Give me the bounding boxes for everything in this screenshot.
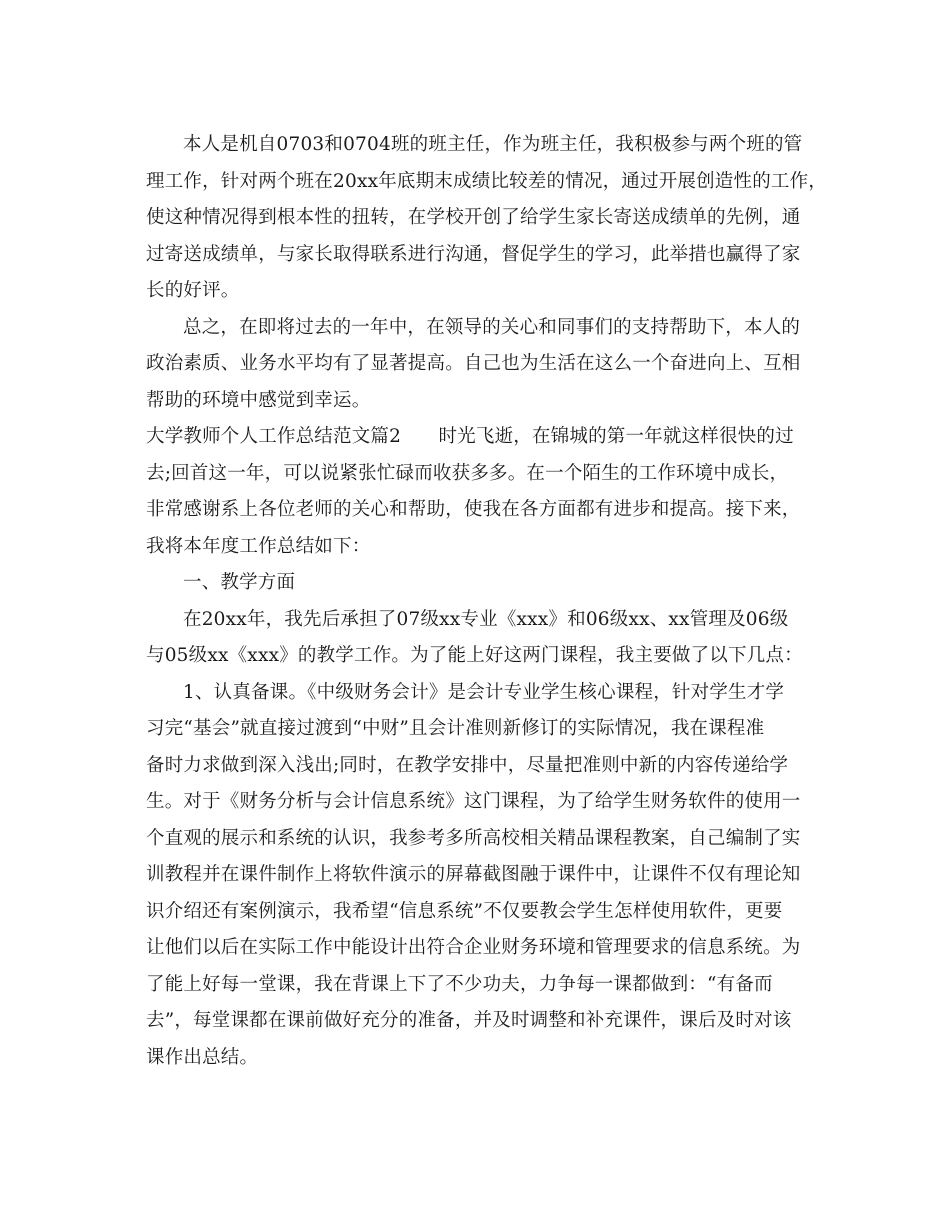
paragraph-line: 生。对于《财务分析与会计信息系统》这门课程，为了给学生财务软件的使用一	[146, 791, 801, 812]
paragraph-line: 使这种情况得到根本性的扭转，在学校开创了给学生家长寄送成绩单的先例，通	[146, 207, 801, 228]
paragraph-line: 去”，每堂课都在课前做好充分的准备，并及时调整和补充课件，课后及时对该	[146, 1010, 792, 1031]
paragraph-line: 帮助的环境中感觉到幸运。	[146, 390, 371, 411]
paragraph-line: 备时力求做到深入浅出;同时，在教学安排中，尽量把准则中新的内容传递给学	[146, 755, 789, 776]
paragraph-line: 理工作，针对两个班在20xx年底期末成绩比较差的情况，通过开展创造性的工作，	[146, 171, 828, 192]
paragraph-line: 总之，在即将过去的一年中，在领导的关心和同事们的支持帮助下，本人的	[183, 317, 801, 338]
paragraph-line: 识介绍还有案例演示，我希望“信息系统”不仅要教会学生怎样使用软件，更要	[146, 901, 783, 922]
paragraph-line: 非常感谢系上各位老师的关心和帮助，使我在各方面都有进步和提高。接下来，	[146, 499, 801, 520]
paragraph-line: 我将本年度工作总结如下：	[146, 536, 371, 557]
paragraph-line: 训教程并在课件制作上将软件演示的屏幕截图融于课件中，让课件不仅有理论知	[146, 864, 801, 885]
paragraph-line: 个直观的展示和系统的认识，我参考多所高校相关精品课程教案，自己编制了实	[146, 828, 801, 849]
paragraph-line: 在20xx年，我先后承担了07级xx专业《xxx》和06级xx、xx管理及06级	[183, 609, 789, 630]
paragraph-line: 习完“基会”就直接过渡到“中财”且会计准则新修订的实际情况，我在课程准	[146, 718, 765, 739]
subheading-line: 一、教学方面	[183, 572, 296, 593]
paragraph-line: 长的好评。	[146, 280, 240, 301]
paragraph-line: 课作出总结。	[146, 1047, 259, 1068]
paragraph-line: 了能上好每一堂课，我在背课上下了不少功夫，力争每一课都做到：“有备而	[146, 974, 773, 995]
paragraph-line: 1、认真备课。《中级财务会计》是会计专业学生核心课程，针对学生才学	[183, 682, 785, 703]
paragraph-line: 与05级xx《xxx》的教学工作。为了能上好这两门课程，我主要做了以下几点：	[146, 645, 803, 666]
paragraph-line: 去;回首这一年，可以说紧张忙碌而收获多多。在一个陌生的工作环境中成长，	[146, 463, 789, 484]
paragraph-line: 过寄送成绩单，与家长取得联系进行沟通，督促学生的学习，此举措也赢得了家	[146, 244, 801, 265]
paragraph-line: 让他们以后在实际工作中能设计出符合企业财务环境和管理要求的信息系统。为	[146, 937, 801, 958]
section-heading-line: 大学教师个人工作总结范文篇2 时光飞逝，在锦城的第一年就这样很快的过	[146, 426, 794, 447]
paragraph-line: 政治素质、业务水平均有了显著提高。自己也为生活在这么一个奋进向上、互相	[146, 353, 801, 374]
paragraph-line: 本人是机自0703和0704班的班主任，作为班主任，我积极参与两个班的管	[183, 134, 803, 155]
